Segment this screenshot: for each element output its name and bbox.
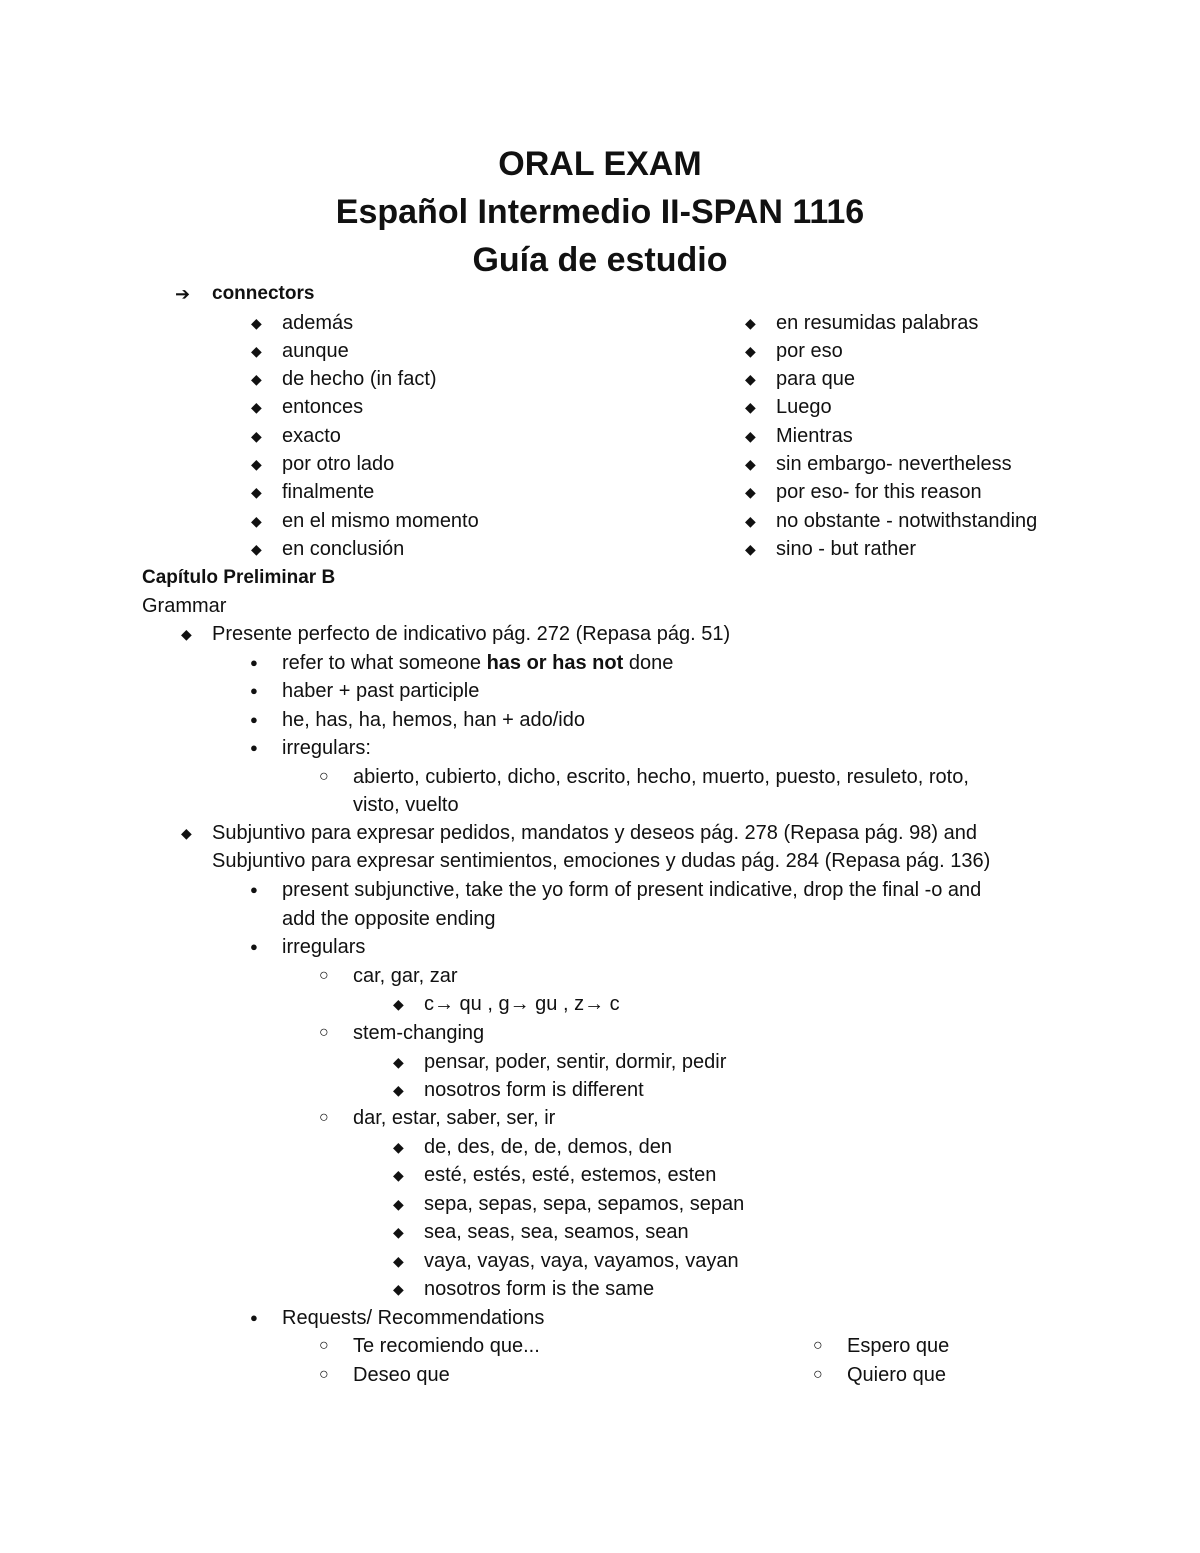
request-item: Deseo que bbox=[353, 1364, 450, 1386]
stem-changing: stem-changing bbox=[353, 1022, 485, 1044]
diamond-bullet-icon: ◆ bbox=[251, 371, 262, 387]
list-item: exacto bbox=[282, 425, 341, 447]
diamond-bullet-icon: ◆ bbox=[251, 456, 262, 472]
circle-bullet-icon: ○ bbox=[319, 1337, 329, 1354]
diamond-bullet-icon: ◆ bbox=[745, 541, 756, 557]
list-item: sin embargo- nevertheless bbox=[776, 453, 1012, 475]
diamond-bullet-icon: ◆ bbox=[181, 626, 192, 642]
diamond-bullet-icon: ◆ bbox=[393, 1082, 404, 1098]
perfect-forms: he, has, ha, hemos, han + ado/ido bbox=[282, 709, 585, 731]
list-item: de hecho (in fact) bbox=[282, 368, 437, 390]
car-gar-zar: car, gar, zar bbox=[353, 965, 458, 987]
diamond-bullet-icon: ◆ bbox=[251, 399, 262, 415]
perfect-formation: haber + past participle bbox=[282, 680, 480, 702]
diamond-bullet-icon: ◆ bbox=[251, 541, 262, 557]
perfect-irregulars-line2: visto, vuelto bbox=[353, 794, 459, 816]
list-item: sino - but rather bbox=[776, 538, 917, 560]
diamond-bullet-icon: ◆ bbox=[393, 996, 404, 1012]
dot-bullet-icon: ● bbox=[250, 655, 258, 670]
list-item: para que bbox=[776, 368, 855, 390]
request-item: Quiero que bbox=[847, 1364, 946, 1386]
grammar-subheading: Grammar bbox=[142, 595, 227, 617]
perfect-usage bbox=[282, 649, 673, 677]
perfect-usage-bold: has or has not bbox=[486, 652, 624, 674]
diamond-bullet-icon: ◆ bbox=[745, 315, 756, 331]
perfect-irregulars-label: irregulars: bbox=[282, 737, 371, 759]
dar-forms: de, des, de, de, demos, den bbox=[424, 1136, 672, 1158]
list-item: además bbox=[282, 312, 354, 334]
diamond-bullet-icon: ◆ bbox=[745, 371, 756, 387]
saber-forms: sepa, sepas, sepa, sepamos, sepan bbox=[424, 1193, 745, 1215]
dot-bullet-icon: ● bbox=[250, 882, 258, 897]
subjunctive-rule-line2: add the opposite ending bbox=[282, 908, 496, 930]
diamond-bullet-icon: ◆ bbox=[393, 1139, 404, 1155]
list-item: Luego bbox=[776, 396, 832, 418]
perfect-heading: Presente perfecto de indicativo pág. 272 (Repasa pág. 51) bbox=[212, 623, 731, 645]
stem-changing-verbs: pensar, poder, sentir, dormir, pedir bbox=[424, 1051, 727, 1073]
subjunctive-heading-line2: Subjuntivo para expresar sentimientos, emociones y dudas pág. 284 (Repasa pág. 136) bbox=[212, 850, 991, 872]
circle-bullet-icon: ○ bbox=[319, 1366, 329, 1383]
title-block bbox=[0, 140, 1200, 284]
dot-bullet-icon: ● bbox=[250, 740, 258, 755]
perfect-usage-text: refer to what someone bbox=[282, 652, 487, 674]
request-item: Te recomiendo que... bbox=[353, 1335, 540, 1357]
list-item: por eso bbox=[776, 340, 843, 362]
diamond-bullet-icon: ◆ bbox=[393, 1281, 404, 1297]
circle-bullet-icon: ○ bbox=[319, 967, 329, 984]
nosotros-same-note: nosotros form is the same bbox=[424, 1278, 655, 1300]
list-item: no obstante - notwithstanding bbox=[776, 510, 1038, 532]
ser-forms: sea, seas, sea, seamos, sean bbox=[424, 1221, 689, 1243]
circle-bullet-icon: ○ bbox=[319, 768, 329, 785]
circle-bullet-icon: ○ bbox=[813, 1337, 823, 1354]
doc-title: ORAL EXAM bbox=[498, 145, 702, 183]
diamond-bullet-icon: ◆ bbox=[251, 343, 262, 359]
diamond-bullet-icon: ◆ bbox=[393, 1224, 404, 1240]
list-item: Mientras bbox=[776, 425, 853, 447]
subjunctive-rule-line1: present subjunctive, take the yo form of present indicative, drop the final -o and bbox=[282, 879, 982, 901]
diamond-bullet-icon: ◆ bbox=[745, 513, 756, 529]
subjunctive-irregulars: irregulars bbox=[282, 936, 366, 958]
estar-forms: esté, estés, esté, estemos, esten bbox=[424, 1164, 717, 1186]
dot-bullet-icon: ● bbox=[250, 1310, 258, 1325]
diamond-bullet-icon: ◆ bbox=[745, 484, 756, 500]
dot-bullet-icon: ● bbox=[250, 712, 258, 727]
list-item: entonces bbox=[282, 396, 364, 418]
list-item: en el mismo momento bbox=[282, 510, 479, 532]
requests-heading: Requests/ Recommendations bbox=[282, 1307, 545, 1329]
course-title: Español Intermedio II-SPAN 1116 bbox=[335, 193, 865, 231]
arrow-bullet-icon: ➔ bbox=[175, 284, 191, 304]
diamond-bullet-icon: ◆ bbox=[251, 484, 262, 500]
ir-forms: vaya, vayas, vaya, vayamos, vayan bbox=[424, 1250, 739, 1272]
circle-bullet-icon: ○ bbox=[813, 1366, 823, 1383]
diamond-bullet-icon: ◆ bbox=[745, 456, 756, 472]
list-item: por otro lado bbox=[282, 453, 395, 475]
list-item: en conclusión bbox=[282, 538, 405, 560]
perfect-usage-end: done bbox=[623, 652, 674, 674]
diamond-bullet-icon: ◆ bbox=[393, 1196, 404, 1212]
diamond-bullet-icon: ◆ bbox=[745, 428, 756, 444]
list-item: finalmente bbox=[282, 481, 375, 503]
subjunctive-heading-line1: Subjuntivo para expresar pedidos, mandatos y deseos pág. 278 (Repasa pág. 98) and bbox=[212, 822, 977, 844]
list-item: por eso- for this reason bbox=[776, 481, 982, 503]
dot-bullet-icon: ● bbox=[250, 683, 258, 698]
perfect-irregulars-line1: abierto, cubierto, dicho, escrito, hecho, muerto, puesto, resuleto, roto, bbox=[353, 766, 969, 788]
circle-bullet-icon: ○ bbox=[319, 1024, 329, 1041]
list-item: aunque bbox=[282, 340, 349, 362]
list-item: en resumidas palabras bbox=[776, 312, 979, 334]
car-gar-zar-rule: c→ qu , g→ gu , z→ c bbox=[424, 993, 620, 1015]
circle-bullet-icon: ○ bbox=[319, 1109, 329, 1126]
chapter-heading: Capítulo Preliminar B bbox=[142, 567, 336, 588]
diamond-bullet-icon: ◆ bbox=[393, 1054, 404, 1070]
irregular-verbs: dar, estar, saber, ser, ir bbox=[353, 1107, 556, 1129]
diamond-bullet-icon: ◆ bbox=[181, 825, 192, 841]
diamond-bullet-icon: ◆ bbox=[251, 428, 262, 444]
diamond-bullet-icon: ◆ bbox=[745, 399, 756, 415]
diamond-bullet-icon: ◆ bbox=[393, 1167, 404, 1183]
diamond-bullet-icon: ◆ bbox=[745, 343, 756, 359]
request-item: Espero que bbox=[847, 1335, 950, 1357]
stem-changing-note: nosotros form is different bbox=[424, 1079, 644, 1101]
guide-title: Guía de estudio bbox=[472, 241, 728, 279]
diamond-bullet-icon: ◆ bbox=[251, 315, 262, 331]
dot-bullet-icon: ● bbox=[250, 939, 258, 954]
connectors-heading: connectors bbox=[212, 283, 315, 304]
diamond-bullet-icon: ◆ bbox=[251, 513, 262, 529]
diamond-bullet-icon: ◆ bbox=[393, 1253, 404, 1269]
